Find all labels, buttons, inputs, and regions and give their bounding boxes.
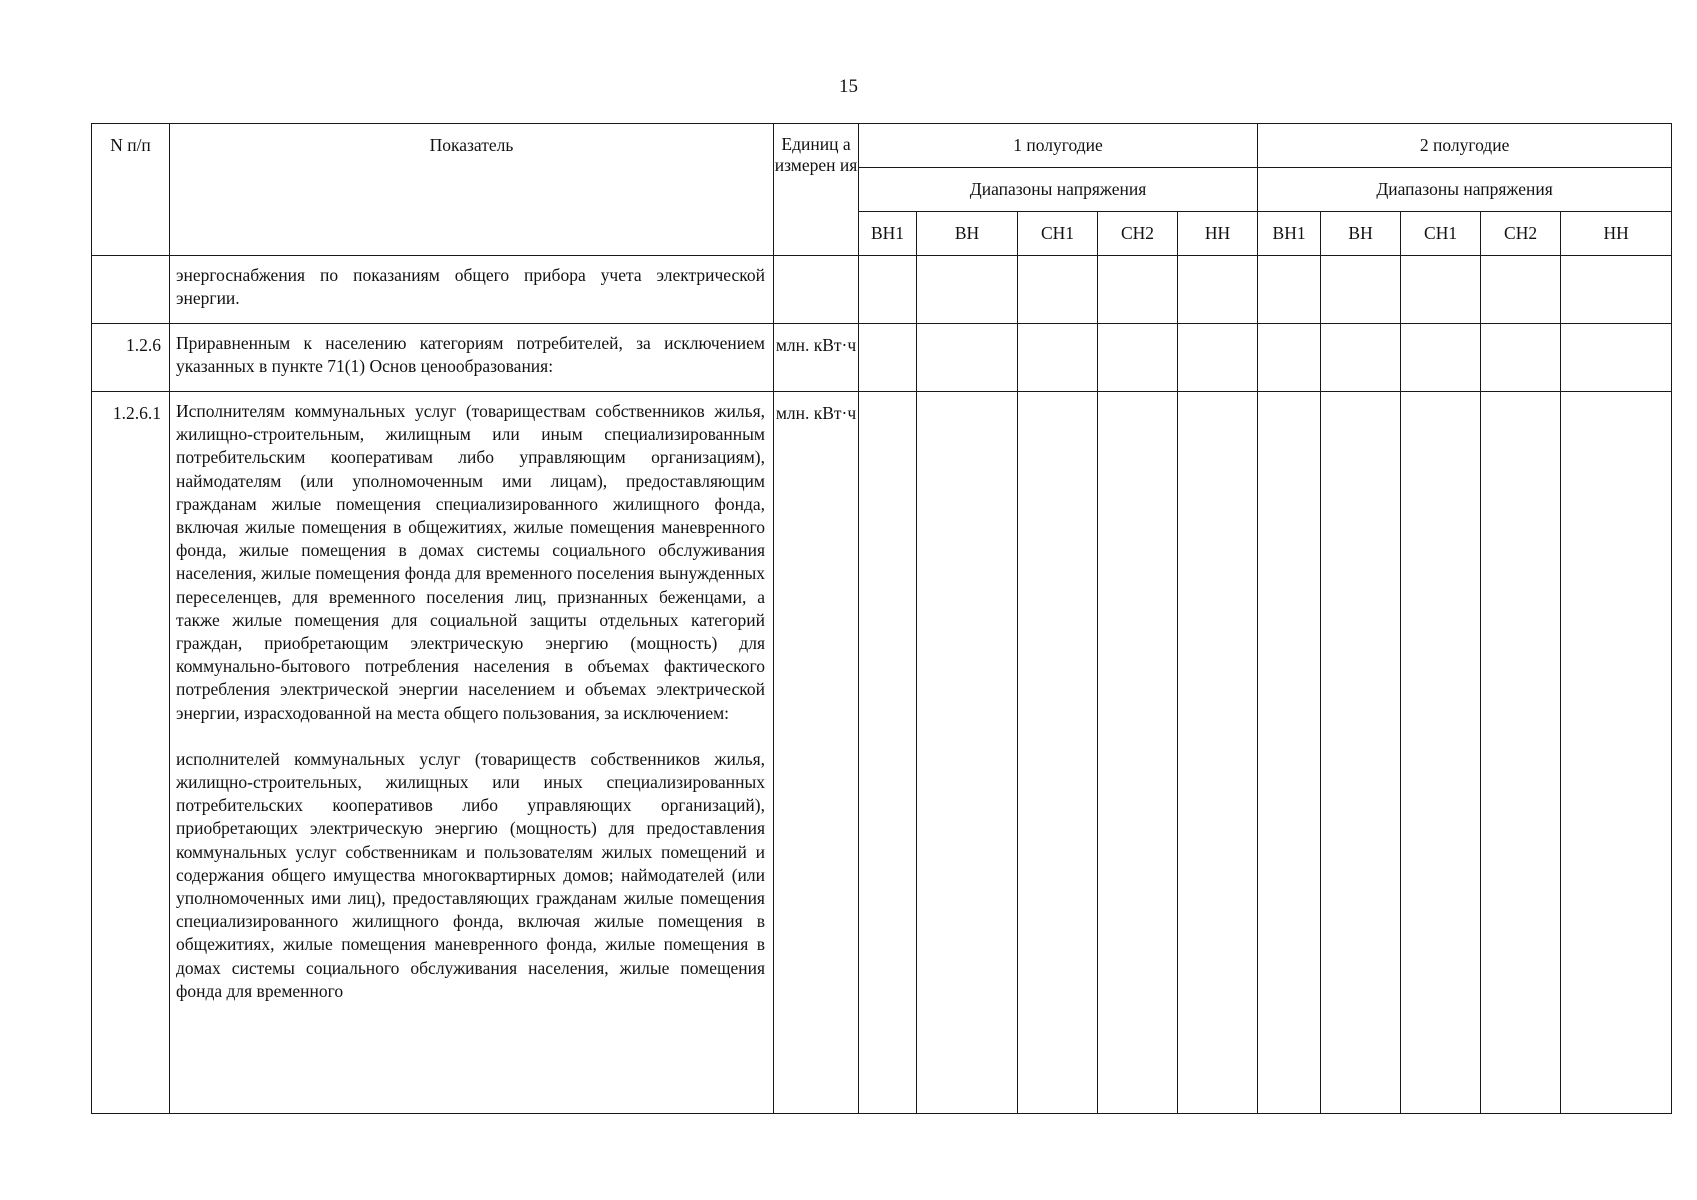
value-cell [1098, 392, 1178, 1114]
value-cell [1178, 324, 1258, 392]
header-voltage: ВН [917, 212, 1018, 256]
value-cell [859, 324, 917, 392]
header-half2: 2 полугодие [1258, 124, 1672, 168]
row-num: 1.2.6.1 [92, 392, 170, 1114]
value-cell [1321, 256, 1401, 324]
header-voltage: ВН1 [1258, 212, 1321, 256]
value-cell [1178, 256, 1258, 324]
header-unit: Единиц а измерен ия [774, 124, 859, 256]
value-cell [859, 392, 917, 1114]
value-cell [1401, 324, 1481, 392]
row-unit: млн. кВт·ч [774, 324, 859, 392]
indicator-paragraph: исполнителей коммунальных услуг (товариществ собственников жилья, жилищно-строительных, жилищных или иных специализированных потребительских кооперативов либо управляющих организаций), приобретающих электрическую энергию (мощность) для предоставления коммунальных услуг собственникам и пользователям жилых помещений и содержания общего имущества многоквартирных домов; наймодателей (или уполномоченных ими лиц), предоставляющих гражданам жилые помещения специализированного жилищного фонда, включая жилые помещения в общежитиях, жилые помещения маневренного фонда, жилые помещения в домах системы социального обслуживания населения, жилые помещения фонда для временного [176, 748, 765, 1001]
value-cell [1401, 392, 1481, 1114]
value-cell [1258, 324, 1321, 392]
header-voltage: НН [1561, 212, 1672, 256]
header-half1: 1 полугодие [859, 124, 1258, 168]
header-voltage: СН1 [1401, 212, 1481, 256]
value-cell [1321, 392, 1401, 1114]
page-number: 15 [839, 76, 858, 97]
row-unit [774, 256, 859, 324]
header-voltage: НН [1178, 212, 1258, 256]
row-num [92, 256, 170, 324]
row-unit: млн. кВт·ч [774, 392, 859, 1114]
value-cell [1018, 392, 1098, 1114]
value-cell [1561, 256, 1672, 324]
value-cell [917, 324, 1018, 392]
table-row [92, 392, 1672, 1114]
header-num: N п/п [92, 124, 170, 256]
value-cell [1481, 392, 1561, 1114]
indicator-paragraph: энергоснабжения по показаниям общего прибора учета электрической энергии. [176, 265, 765, 309]
value-cell [1258, 256, 1321, 324]
tariff-table [91, 123, 1672, 1114]
table-row [92, 256, 1672, 324]
row-num: 1.2.6 [92, 324, 170, 392]
value-cell [1561, 324, 1672, 392]
header-indicator: Показатель [170, 124, 774, 256]
header-ranges-half2: Диапазоны напряжения [1258, 168, 1672, 212]
value-cell [1481, 324, 1561, 392]
header-voltage: СН2 [1098, 212, 1178, 256]
value-cell [917, 392, 1018, 1114]
value-cell [1481, 256, 1561, 324]
value-cell [1098, 324, 1178, 392]
value-cell [1321, 324, 1401, 392]
value-cell [859, 256, 917, 324]
value-cell [1258, 392, 1321, 1114]
indicator-paragraph: Исполнителям коммунальных услуг (товариществам собственников жилья, жилищно-строительным, жилищным или иным специализированным потребительским кооперативам либо управляющим организациям), наймодателям (или уполномоченным ими лицам), предоставляющим гражданам жилые помещения специализированного жилищного фонда, включая жилые помещения в общежитиях, жилые помещения маневренного фонда, жилые помещения в домах системы социального обслуживания населения, жилые помещения фонда для временного поселения вынужденных переселенцев, для временного поселения лиц, признанных беженцами, а также жилые помещения для социальной защиты отдельных категорий граждан, приобретающим электрическую энергию (мощность) для коммунально-бытового потребления населения в объемах фактического потребления электрической энергии населением и объемах электрической энергии, израсходованной на места общего пользования, за исключением: [176, 401, 765, 723]
value-cell [1401, 256, 1481, 324]
header-voltage: СН2 [1481, 212, 1561, 256]
value-cell [1018, 324, 1098, 392]
row-indicator [170, 256, 774, 324]
value-cell [1561, 392, 1672, 1114]
header-ranges-half1: Диапазоны напряжения [859, 168, 1258, 212]
value-cell [917, 256, 1018, 324]
indicator-paragraph: Приравненным к населению категориям потребителей, за исключением указанных в пункте 71(1) Основ ценообразования: [176, 333, 765, 377]
header-voltage: СН1 [1018, 212, 1098, 256]
value-cell [1018, 256, 1098, 324]
value-cell [1098, 256, 1178, 324]
value-cell [1178, 392, 1258, 1114]
row-indicator [170, 324, 774, 392]
header-voltage: ВН1 [859, 212, 917, 256]
table-row [92, 324, 1672, 392]
header-voltage: ВН [1321, 212, 1401, 256]
row-indicator [170, 392, 774, 1114]
